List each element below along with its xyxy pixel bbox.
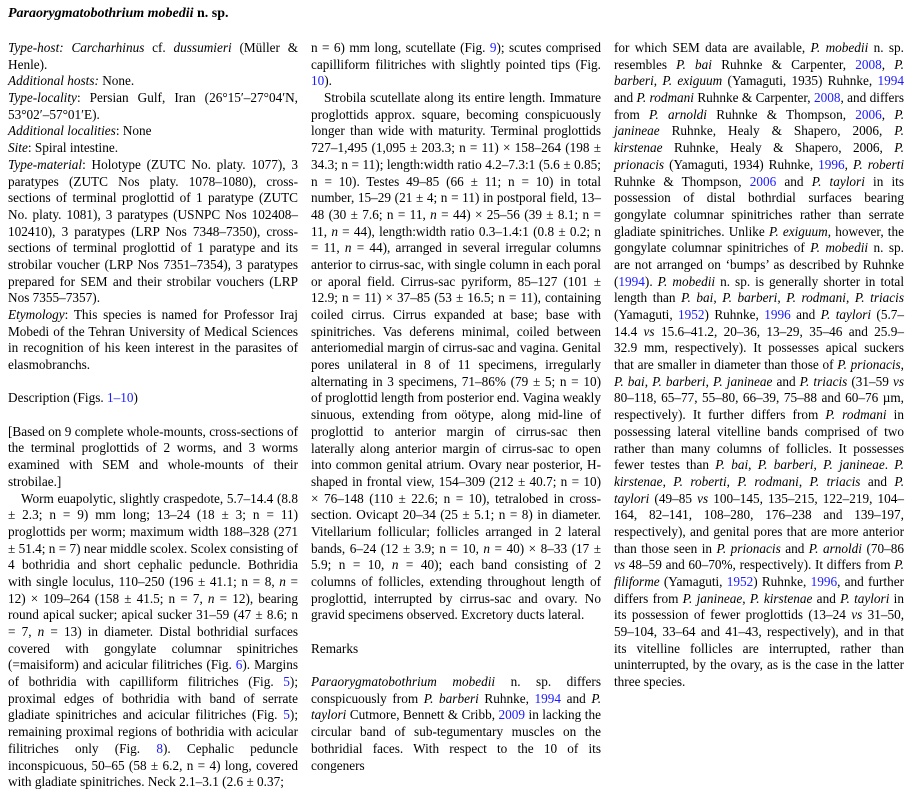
citation-link[interactable]: 1996 [818,156,845,172]
italic-text: Type-locality [8,90,77,106]
paragraph [8,40,298,73]
text: = 40) × 8–33 (17 ± 5.9; n = 10, [311,540,601,573]
column-left [8,40,298,791]
citation-link[interactable]: 8 [156,740,163,756]
text: , [881,106,895,122]
citation-link[interactable]: 1994 [618,273,645,289]
citation-link[interactable]: 9 [489,40,497,55]
italic-text: vs [643,323,655,339]
italic-text: P. triacis [799,373,848,389]
italic-text: P. mobedii [810,40,869,55]
italic-text: vs [892,373,905,389]
italic-text: P. bai [681,290,714,306]
italic-text: n [430,206,437,222]
paragraph [311,40,601,90]
citation-link[interactable]: 1996 [764,307,791,322]
text: and [780,540,809,556]
text: (49–85 [649,490,698,506]
italic-text: P. triacis [854,290,904,306]
text: in its possession of fewer proglottids (13–24 [614,590,904,623]
italic-text: P. janineae [823,457,885,473]
italic-text: P. roberti [673,473,727,489]
text: ) Ruhnke, [753,574,811,589]
italic-text: P. janineae [614,106,905,139]
italic-text: Type-host: [8,40,72,55]
text: , [813,457,824,473]
italic-text: n [331,223,338,239]
text: and [860,473,895,489]
italic-text: P. taylori [311,690,602,723]
text: Ruhnke, Healy & Shapero, 2006, [662,140,895,156]
text: ). Margins of bothridia with capilliform filitriches (Fig. [8,657,298,690]
column-middle [311,40,601,774]
text: (31–59 [847,373,893,389]
italic-text: n [391,557,399,573]
text: (Müller & Henle). [8,40,299,72]
text: (Yamaguti, [659,574,727,589]
text: in possessing lateral vitelline bands comprised of two rather than many columns of follicles. It possesses fewer testes than [614,407,904,473]
text: , [844,156,853,172]
text: (5.7–14.4 [614,307,905,339]
text: (Yamaguti, 1934) Ruhnke, [664,156,819,172]
text: Ruhnke & Thompson, [706,106,856,122]
paragraph [8,157,298,307]
italic-text: P. barberi [423,690,479,706]
italic-text: Additional localities [8,123,116,139]
section-heading [311,641,601,658]
text: ). [644,273,658,289]
italic-text: P. bai [676,56,712,72]
text: Ruhnke & Carpenter, [693,90,814,106]
text: ). Cephalic peduncle inconspicuous, 50–65 (58 ± 6.2, n = 4) long, covered with gladiate spinitriches. Neck 2.1–3.1 (2.6 ± 0.37; [8,740,298,790]
text: n. sp. resembles [614,40,904,72]
citation-link[interactable]: 1952 [726,574,754,589]
italic-text: P. exiguum [662,73,723,89]
text: and [561,690,592,706]
text: , [742,590,750,606]
text: , [713,290,723,306]
text: = 44), length:width ratio 0.3–1.4:1 (0.8 ± 0.2; n = 11, [311,223,601,256]
text: , [748,457,758,473]
italic-text: Additional hosts: [8,73,99,89]
italic-text: n [207,590,215,606]
paragraph [8,307,298,374]
italic-text: Paraorygmatobothrium mobedii [311,674,496,690]
italic-text: P. barberi [614,56,904,89]
citation-link[interactable]: 1994 [877,73,905,89]
text: and [776,173,812,189]
paragraph [8,424,298,491]
italic-text: P. mobedii [657,273,716,289]
text: 48–59 and 60–70%, respectively). It differs from [625,557,895,573]
text: Remarks [311,640,359,656]
italic-text: P. bai [614,373,645,389]
italic-text: vs [697,490,709,506]
italic-text: P. arnoldi [649,106,707,122]
text: Ruhnke, Healy & Shapero, 2006, [659,123,895,139]
italic-text: n [279,573,286,589]
text: n. sp. are not arranged on ‘bumps’ as described by Ruhnke ( [614,240,904,289]
text: Cutmore, Bennett & Cribb, [346,707,499,723]
text: , [845,290,855,306]
text: , [726,473,738,489]
italic-text: n [483,540,491,556]
citation-link[interactable]: 2008 [813,90,841,106]
paragraph [311,90,601,624]
text: , [705,373,713,389]
citation-link[interactable]: 6 [235,657,243,673]
paragraph [8,90,298,123]
italic-text: P. triacis [809,473,861,489]
text: 100–145, 135–215, 122–219, 104–164, 82–141, 108–280, 176–238 and 139–197, respectively), and genital pores that are more anterior than those seen in [614,490,905,556]
italic-text: P. prionacis [837,357,901,373]
species-title-suffix: n. sp. [193,6,229,21]
text: = 12), bearing round apical sucker; apical sucker 31–59 (47 ± 8.6; n = 7, [8,590,298,640]
text: , and differs from [614,90,904,122]
text: Description (Figs. [8,390,107,406]
paragraph [8,73,298,90]
italic-text: dussumieri [173,40,232,55]
italic-text: P. bai [715,457,749,473]
italic-text: P. janineae [713,373,773,389]
text: and [614,90,637,106]
italic-text: P. rodmani [737,473,799,489]
italic-text: P. kirstenae [614,123,904,156]
italic-text: n [37,624,45,640]
italic-text: P. kirstenae [614,457,904,489]
species-title [8,6,229,22]
text: [Based on 9 complete whole-mounts, cross-sections of the terminal proglottids of 2 worms, and 3 worms examined with SEM and whole-mounts of their strobilae.] [8,423,298,489]
text: (Yamaguti, [614,307,679,322]
citation-link[interactable]: 2006 [749,173,777,189]
italic-text: P. roberti [853,156,905,172]
text: : This species is named for Professor Iraj Mobedi of the Tehran University of Medical Sciences in recognition of his keen interest in the parasites of elasmobranchs. [8,307,298,373]
text: , [662,473,674,489]
text: : Holotype (ZUTC No. platy. 1077), 3 paratypes (ZUTC Nos platy. 1078–1080), cross-sections of terminal proglottid of 1 paratype (ZUTC No. platy. 1081), 3 paratypes (USNPC Nos 102408–102410), 3 paratypes (LRP Nos 7348–7350), cross-sections of terminal proglottid of 1 paratype and its strobilar voucher (LRP Nos 7351–7354), 3 paratypes prepared for SEM and their strobilar vouchers (LRP Nos 7355–7357). [8,156,298,306]
text: in lacking the circular band of sub-tegumentary muscles on the bothridial faces. With respect to the 10 of its congeners [311,707,601,773]
text: Worm euapolytic, slightly craspedote, 5.7–14.4 (8.8 ± 2.3; n = 9) mm long; 13–24 (18 ± 3; n = 11) proglottids per worm; maximum width 188–328 (271 ± 51.4; n = 7) near middle scolex. Scolex consisting of 4 bothridia and short cephalic peduncle. Bothridia with single loculus, 110–250 (196 ± 41.1; n = 8, [8,490,298,589]
text: (Yamaguti, 1935) Ruhnke, [722,73,878,89]
text: ); proximal edges of bothridia with band of serrate gladiate spinitriches and acicular filitriches (Fig. [8,674,298,723]
italic-text: P. taylori [614,473,905,506]
text: , and further differs from [614,574,905,606]
text: ) Ruhnke, [704,307,765,322]
text: , however, the gongylate columnar spinitriches of [614,223,904,256]
citation-link[interactable]: 2009 [498,707,526,723]
text: and [790,307,821,322]
italic-text: vs [851,607,863,623]
text: Strobila scutellate along its entire length. Immature proglottids approx. square, becoming conspicuously longer than wide with maturity. Terminal proglottids 727–1,495 (1,095 ± 203.3; n = 11) × 158–264 (198 ± 34.3; n = 11); length:width ratio 4.2–7.3:1 (5.6 ± 0.85; n = 10). Testes 49–85 (66 ± 11; n = 10) in total number, 15–29 (21 ± 4; n = 11) in postporal field, 13–48 (30 ± 7.6; n = 11, [311,90,601,222]
italic-text: P. barberi [757,457,814,473]
citation-link[interactable]: 1994 [534,690,561,706]
text: Ruhnke & Carpenter, [712,56,856,72]
text: and [812,590,841,606]
text: in its possession of distal bothrdial surfaces bearing gongylate columnar spinitriches rather than serrate gladiate spinitriches. Unlike [614,173,905,239]
text: n. sp. differs conspicuously from [311,674,601,706]
text: n = 6) mm long, scutellate (Fig. [311,40,490,55]
paragraph [8,123,298,140]
section-heading [8,390,298,407]
italic-text: P. taylori [820,307,872,322]
italic-text: P. rodmani [786,290,846,306]
italic-text: P. rodmani [636,90,694,106]
text: None. [98,73,135,89]
paragraph [311,674,601,774]
species-title-name: Paraorygmatobothrium mobedii [8,6,194,21]
text: 15.6–41.2, 20–36, 13–29, 35–46 and 25.9–32.9 mm, respectively). It possesses apical suckers that are smaller in diameter than those of [614,323,904,373]
text: , [798,473,810,489]
text: = 13) in diameter. Distal bothridial surfaces covered with gongylate columnar spinitriches (=maisiform) and acicular filitriches (Fig. [8,624,298,673]
italic-text: P. janineae [682,590,743,606]
citation-link[interactable]: 1996 [810,574,838,589]
citation-link[interactable]: 5 [283,707,290,723]
italic-text: P. kirstenae [749,590,813,606]
paragraph [8,491,298,791]
text: = 44) × 25–56 (39 ± 8.1; n = 11, [311,206,601,239]
italic-text: P. barberi [722,290,778,306]
italic-text: Carcharhinus [71,40,145,55]
text: for which SEM data are available, [614,40,811,55]
text: ) [133,390,138,406]
text: (70–86 [861,540,904,556]
column-right [614,40,904,691]
text: . [884,457,895,473]
italic-text: P. taylori [811,173,865,189]
paragraph [8,140,298,157]
text: , [777,290,787,306]
italic-text: P. barberi [652,373,706,389]
text: : None [115,123,152,139]
text: 31–50, 59–104, 33–64 and 41–43, respectively), and in that its vitelline follicles are interrupted, rather than uninterrupted, by the ovary, as is the case in the latter three species. [614,607,905,690]
italic-text: n [344,240,352,256]
text: : Spiral intestine. [27,140,119,156]
italic-text: Site [8,140,28,156]
italic-text: vs [614,557,626,573]
italic-text: Etymology [8,307,65,322]
text: , [881,56,895,72]
text: = 44), arranged in several irregular columns anterior to cirrus-sac, with single column in each poral or aporal field. Cirrus-sac pyriform, 85–127 (101 ± 12.9; n = 11) × 37–85 (53 ± 16.5; n = 11), containing coiled cirrus. Cirrus expanded at base; base with spinitriches. Vas deferens minimal, coiled between anteriomedial margin of cirrus-sac and vagina. Genital pores unilateral in 8 of 11 specimens, irregularly alternating in 3 specimens, 71–86% (79 ± 5; n = 10) of proglottid length from posterior end. Vagina weakly sinuous, extending from oötype, along mid-line of proglottid to anterior margin of cirrus-sac then laterally along anterior margin of cirrus-sac to open into common genital atrium. Ovary near posterior, H-shaped in frontal view, 154–309 (212 ± 40.7; n = 10) × 76–148 (110 ± 22.6; n = 10), tetralobed in cross-section. Ovicapt 20–34 (25 ± 5.1; n = 8) in diameter. Vitellarium follicular; follicles arranged in 2 lateral bands, 6–24 (12 ± 3.9; n = 10, [311,240,601,556]
citation-link[interactable]: 1952 [678,307,705,322]
text: = 12) × 109–264 (158 ± 41.5; n = 7, [8,573,298,606]
text: n. sp. is generally shorter in total length than [614,273,904,306]
text: ); remaining proximal regions of bothridia with acicular filitriches only (Fig. [8,707,298,756]
italic-text: P. prionacis [716,540,781,556]
citation-link[interactable]: 2008 [855,56,882,72]
paragraph [614,40,904,691]
italic-text: Type-material [8,156,83,172]
italic-text: P. arnoldi [808,540,862,556]
text: cf. [144,40,174,55]
text: ); scutes comprised capilliform filitriches with slightly pointed tips (Fig. [311,40,601,72]
italic-text: P. prionacis [614,140,904,172]
italic-text: P. filiforme [614,557,904,589]
text: Ruhnke & Thompson, [614,173,750,189]
italic-text: P. taylori [840,590,890,606]
text: ). [324,73,332,89]
text: : Persian Gulf, Iran (26°15′–27°04′N, 53°02′–57°01′E). [8,90,298,122]
text: , [900,357,904,373]
citation-link[interactable]: 10 [311,73,325,89]
italic-text: P. mobedii [810,240,869,256]
text: , [653,73,663,89]
text: = 40); each band consisting of 2 columns of follicles, extending throughout length of proglottid, interrupted by cirrus-sac and ovary. No gravid specimens observed. Excretory ducts lateral. [311,557,601,623]
italic-text: P. exiguum [768,223,828,239]
text: and [772,373,800,389]
citation-link[interactable]: 1–10 [107,390,134,406]
text: Ruhnke, [478,690,535,706]
text: 80–118, 65–77, 55–80, 66–39, 75–88 and 60–76 µm, respectively). It further differs from [614,390,904,423]
citation-link[interactable]: 5 [283,674,290,690]
text: , [644,373,653,389]
citation-link[interactable]: 2006 [855,106,882,122]
italic-text: P. rodmani [825,407,887,423]
